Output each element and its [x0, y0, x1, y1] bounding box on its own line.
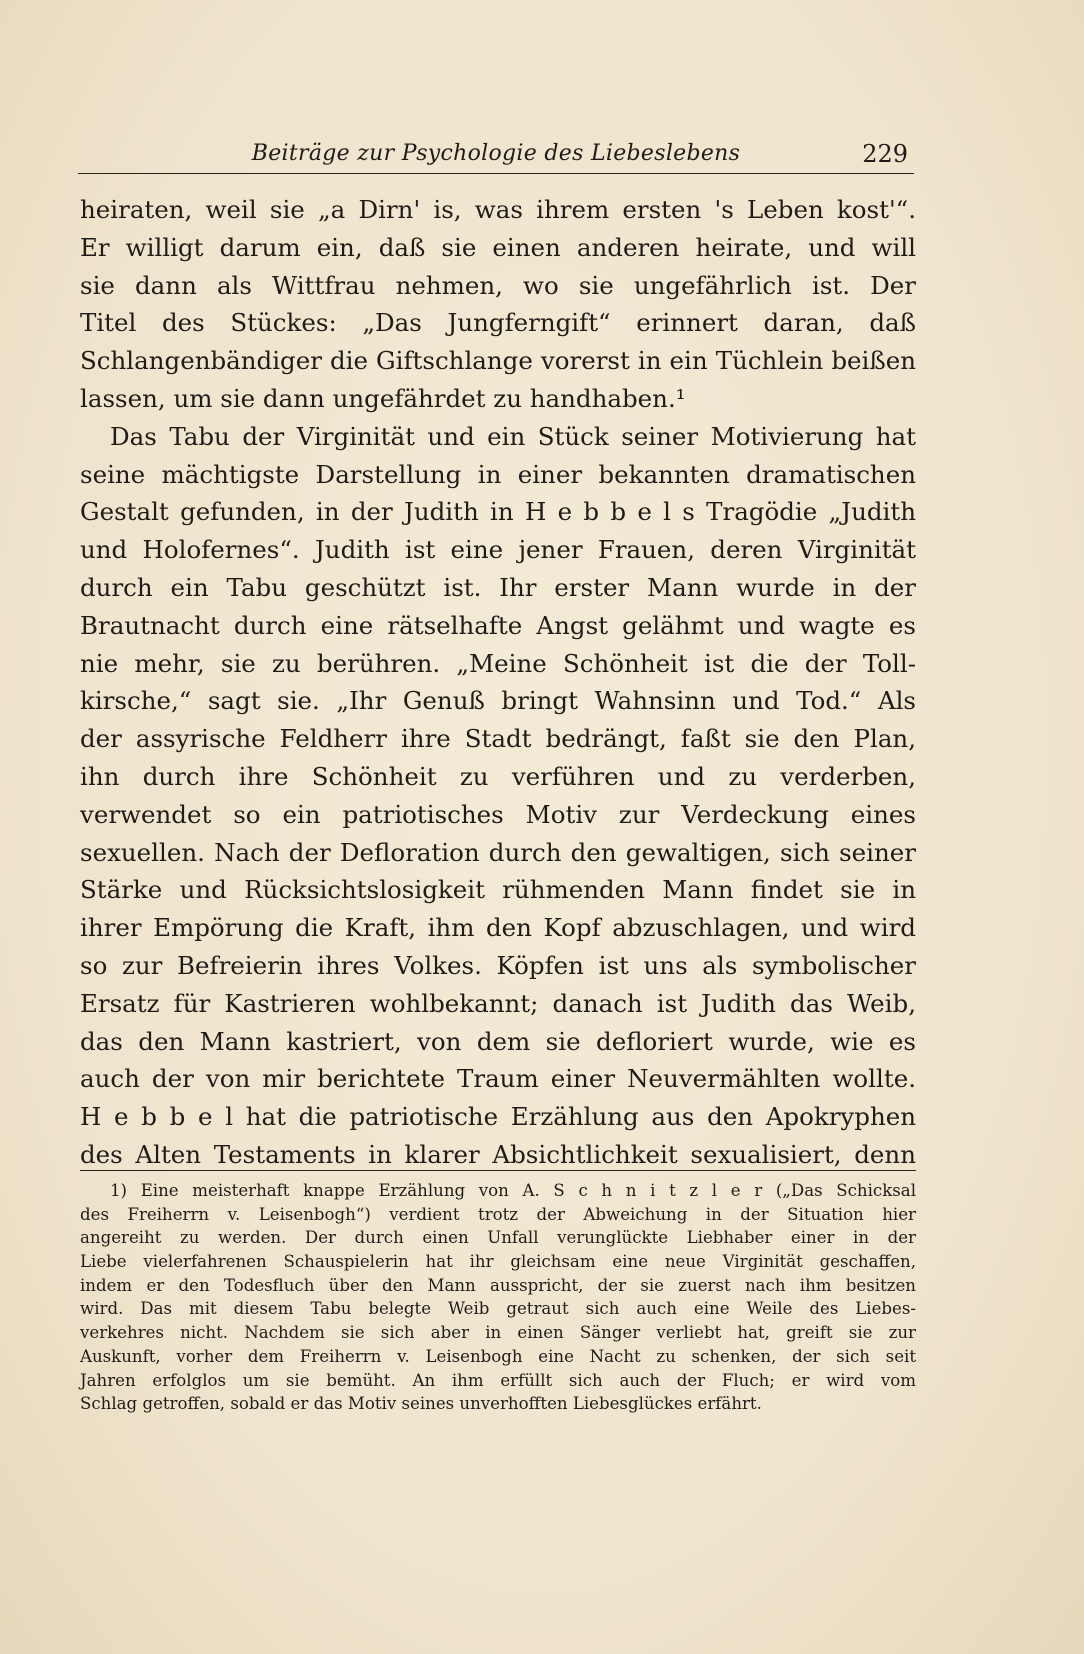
body-line: auch der von mir berichtete Traum einer Neuvermählten wollte. — [80, 1064, 916, 1094]
body-line: sexuellen. Nach der Defloration durch den gewaltigen, sich seiner — [80, 837, 916, 867]
body-line: H e b b e l hat die patriotische Erzählung aus den Apokryphen — [80, 1102, 916, 1132]
body-line: seine mächtigste Darstellung in einer bekannten dramatischen — [80, 459, 916, 489]
body-line: durch ein Tabu geschützt ist. Ihr erster Mann wurde in der — [80, 572, 916, 602]
body-line: das den Mann kastriert, von dem sie defloriert wurde, wie es — [80, 1026, 916, 1056]
footnote-line: Auskunft, vorher dem Freiherrn v. Leisenbogh eine Nacht zu schenken, der sich seit — [80, 1346, 916, 1366]
running-head — [78, 138, 914, 172]
footnote-line: Jahren erfolglos um sie bemüht. An ihm erfüllt sich auch der Fluch; er wird vom — [80, 1370, 916, 1390]
body-line: Gestalt gefunden, in der Judith in H e b b e l s Tragödie „Judith — [80, 497, 916, 527]
body-line: des Alten Testaments in klarer Absichtlichkeit sexualisiert, denn — [80, 1139, 916, 1169]
body-line: so zur Befreierin ihres Volkes. Köpfen ist uns als symbolischer — [80, 950, 916, 980]
running-title: Beiträge zur Psychologie des Liebeslebens — [251, 141, 741, 166]
footnote-line: Liebe vielerfahrenen Schauspielerin hat ihr gleichsam eine neue Virginität geschaffen, — [80, 1252, 916, 1272]
body-line: verwendet so ein patriotisches Motiv zur Verdeckung eines — [80, 799, 916, 829]
body-line: der assyrische Feldherr ihre Stadt bedrängt, faßt sie den Plan, — [80, 724, 916, 754]
body-line: ihrer Empörung die Kraft, ihm den Kopf abzuschlagen, und wird — [80, 913, 916, 943]
body-line: lassen, um sie dann ungefährdet zu handhaben.¹ — [80, 383, 686, 413]
page-number: 229 — [862, 140, 908, 168]
footnote-line: verkehres nicht. Nachdem sie sich aber in einen Sänger verliebt hat, greift sie zur — [80, 1323, 916, 1343]
footnote-line: 1) Eine meisterhaft knappe Erzählung von A. S c h n i t z l e r („Das Schicksal — [110, 1181, 916, 1200]
body-line: kirsche,“ sagt sie. „Ihr Genuß bringt Wahnsinn und Tod.“ Als — [80, 686, 916, 716]
body-line: Das Tabu der Virginität und ein Stück seiner Motivierung hat — [110, 421, 916, 451]
body-line: und Holofernes“. Judith ist eine jener Frauen, deren Virginität — [80, 535, 916, 565]
body-line: ihn durch ihre Schönheit zu verführen und zu verderben, — [80, 761, 916, 791]
body-line: heiraten, weil sie „a Dirn' is, was ihrem ersten 's Leben kost'“. — [80, 195, 916, 224]
footnote-line: angereiht zu werden. Der durch einen Unfall verunglückte Liebhaber einer in der — [80, 1228, 916, 1248]
body-line: Brautnacht durch eine rätselhafte Angst gelähmt und wagte es — [80, 610, 916, 640]
footnote-line: wird. Das mit diesem Tabu belegte Weib getraut sich auch eine Weile des Liebes- — [80, 1299, 916, 1319]
footnote-line: des Freiherrn v. Leisenbogh“) verdient trotz der Abweichung in der Situation hier — [80, 1204, 916, 1224]
body-text — [80, 191, 916, 1174]
footnote-line: indem er den Todesfluch über den Mann ausspricht, der sie zuerst nach ihm besitzen — [80, 1275, 916, 1295]
body-line: Titel des Stückes: „Das Jungferngift“ erinnert daran, daß — [80, 308, 916, 338]
header-rule — [78, 173, 914, 174]
body-line: nie mehr, sie zu berühren. „Meine Schönheit ist die der Toll- — [80, 648, 916, 678]
body-line: Ersatz für Kastrieren wohlbekannt; danach ist Judith das Weib, — [80, 988, 916, 1018]
body-line: sie dann als Wittfrau nehmen, wo sie ungefährlich ist. Der — [80, 270, 916, 300]
footnote-rule — [80, 1170, 916, 1171]
body-line: Stärke und Rücksichtslosigkeit rühmenden Mann findet sie in — [80, 875, 916, 905]
footnote-line: Schlag getroffen, sobald er das Motiv seines unverhofften Liebesglückes erfährt. — [80, 1394, 762, 1414]
body-line: Schlangenbändiger die Giftschlange vorerst in ein Tüchlein beißen — [80, 346, 916, 376]
body-line: Er willigt darum ein, daß sie einen anderen heirate, und will — [80, 232, 916, 262]
footnote — [80, 1179, 916, 1416]
